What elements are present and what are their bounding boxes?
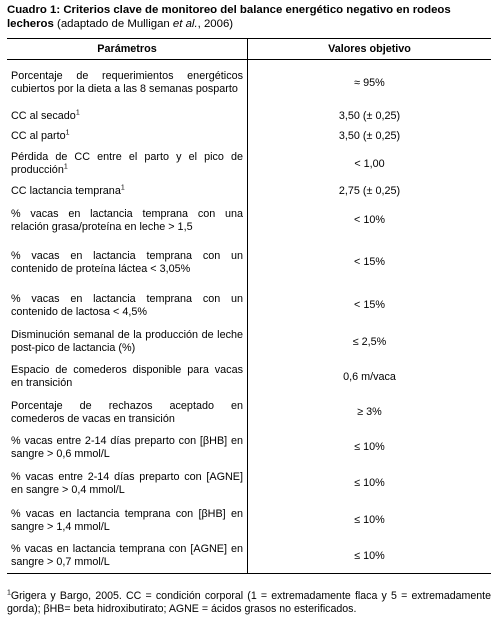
table-row [7, 540, 491, 574]
table-row [7, 430, 491, 466]
parameter-cell [7, 359, 248, 396]
target-value-cell: 3,50 (± 0,25) [338, 130, 401, 142]
parameter-cell [7, 147, 248, 182]
table-row [7, 326, 491, 359]
header-parametros: Parámetros [7, 39, 248, 60]
parameter-cell [7, 60, 248, 107]
parameter-text: Porcentaje de requerimientos energéticos cubiertos por la dieta a las 8 semanas posparto [11, 70, 243, 96]
footnote-ref: 1 [120, 184, 125, 192]
parameter-text: % vacas en lactancia temprana con [βHB] en sangre > 1,4 mmol/L [11, 507, 243, 533]
parameter-cell [7, 182, 248, 202]
parameter-text: Espacio de comederos disponible para vacas en transición [11, 364, 243, 389]
parameter-cell [7, 107, 248, 127]
parameter-cell [7, 127, 248, 147]
parameter-text: CC lactancia temprana [11, 185, 121, 197]
target-value-cell: < 1,00 [354, 157, 385, 170]
target-value-cell: ≤ 2,5% [352, 335, 387, 348]
target-value-cell: ≈ 95% [354, 76, 385, 89]
table-row [7, 147, 491, 182]
table-row [7, 502, 491, 540]
parameter-text: % vacas en lactancia temprana con una relación grasa/proteína en leche > 1,5 [11, 207, 243, 233]
parameters-table [7, 38, 491, 574]
header-valores-objetivo: Valores objetivo [248, 39, 492, 60]
table-row [7, 202, 491, 240]
table-row [7, 107, 491, 127]
table-row [7, 182, 491, 202]
parameter-text: Disminución semanal de la producción de leche post-pico de lactancia (%) [11, 329, 243, 354]
footnote-ref: 1 [75, 109, 80, 117]
parameter-cell [7, 540, 248, 574]
target-value-cell: 3,50 (± 0,25) [338, 110, 401, 122]
table-row [7, 286, 491, 326]
caption-source-italic: et al. [172, 18, 198, 30]
parameter-text: % vacas en lactancia temprana con un contenido de lactosa < 4,5% [11, 292, 243, 318]
table-header-row [7, 39, 491, 60]
caption-source-post: , 2006) [197, 18, 234, 30]
footnote-ref: 1 [63, 163, 68, 171]
target-value-cell: ≤ 10% [354, 477, 385, 489]
table-body [7, 60, 491, 574]
table-footnote [7, 590, 491, 615]
parameter-text: CC al secado [11, 110, 76, 122]
parameter-text: CC al parto [11, 130, 66, 142]
table-caption [7, 3, 491, 31]
target-value-cell: 0,6 m/vaca [343, 370, 396, 383]
target-value-cell: < 15% [354, 299, 385, 311]
parameter-cell [7, 396, 248, 430]
parameter-cell [7, 202, 248, 240]
table-row [7, 466, 491, 502]
parameter-cell [7, 326, 248, 359]
parameter-text: % vacas en lactancia temprana con [AGNE] en sangre > 0,7 mmol/L [11, 543, 243, 569]
parameter-text: % vacas entre 2-14 días preparto con [AGNE] en sangre > 0,4 mmol/L [11, 470, 243, 496]
parameter-cell [7, 430, 248, 466]
target-value-cell: 2,75 (± 0,25) [338, 185, 401, 197]
table-row [7, 127, 491, 147]
parameter-cell [7, 240, 248, 286]
target-value-cell: ≤ 10% [354, 441, 385, 453]
caption-source-pre: (adaptado de Mulligan [53, 18, 173, 30]
table-row [7, 60, 491, 107]
parameter-text: % vacas en lactancia temprana con un contenido de proteína láctea < 3,05% [11, 249, 243, 275]
parameter-text: Porcentaje de rechazos aceptado en comederos de vacas en transición [11, 399, 243, 425]
target-value-cell: < 15% [354, 256, 385, 268]
footnote-text: Grigera y Bargo, 2005. CC = condición corporal (1 = extremadamente flaca y 5 = extremadamente gorda); βHB= beta hidroxibutirato; AGNE = ácidos grasos no esterificados. [7, 590, 491, 615]
target-value-cell: ≤ 10% [248, 540, 492, 574]
table-row [7, 240, 491, 286]
table-row [7, 359, 491, 396]
target-value-cell: ≥ 3% [357, 406, 382, 418]
parameter-text: Pérdida de CC entre el parto y el pico de producción [11, 151, 243, 176]
caption-label: Cuadro 1: Criterios clave de monitoreo del balance energético negativo en rodeos lecheros [7, 4, 451, 30]
parameter-cell [7, 466, 248, 502]
target-value-cell: ≤ 10% [354, 514, 385, 526]
footnote-marker: 1 [7, 589, 11, 597]
parameter-text: % vacas entre 2-14 días preparto con [βHB] en sangre > 0,6 mmol/L [11, 434, 243, 460]
target-value-cell: < 10% [354, 214, 385, 226]
parameter-cell [7, 502, 248, 540]
parameter-cell [7, 286, 248, 326]
footnote-ref: 1 [65, 129, 70, 137]
table-row [7, 396, 491, 430]
